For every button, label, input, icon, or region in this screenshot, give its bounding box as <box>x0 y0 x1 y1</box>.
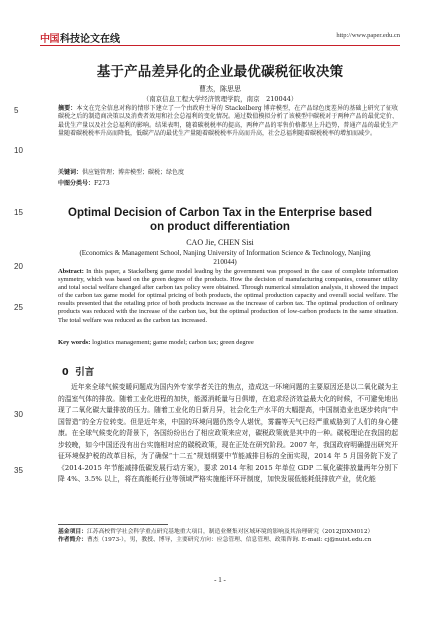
chinese-affiliation: （南京信息工程大学经济管理学院，南京 210044） <box>142 95 298 103</box>
fund-note <box>58 528 398 536</box>
logo-mark: 中国 <box>40 34 59 45</box>
page-number: - 1 - <box>214 576 226 584</box>
footnote <box>58 528 398 544</box>
chinese-authors: 曹杰，陈思思 <box>199 85 241 93</box>
page-header <box>40 30 400 46</box>
body-paragraph: 近年来全球气候变暖问题成为国内外专家学者关注的焦点，造成这一环境问题的主要原因还是以二氧化碳为主的温室气体的排放。随着工业化进程的加快，能源消耗量与日俱增，在追求经济效益最大化的时候，不可避免地出现了二氧化碳大量排放的压力。随着工业化的日新月异，社会化生产水平的大幅提高，中国制造业也逐步转向“中国智造”的全方位转变。但是近年来，中国的环境问题仍然令人堪忧，雾霾等天气已经严重威胁到了人们的身心健康。在全球气候变化的背景下，各国纷纷出台了相应政策来应对，碳税政策就是其中的一种。碳税理论在我国的起步较晚，如今中国还没有出台实施相对应的碳税政策，现在正处在研究阶段。2007 年，我国政府明确提出研究开征环境保护税的改革目标，为了确保“十二五”规划纲要中节能减排目标的全面实现，2014 年 5 月国务院下发了《2014-2015 年节能减排低碳发展行动方案》，要求 2014 年和 2015 年单位 GDP 二氧化碳排放量两年分别下降 4%、3.5% 以上，将在高能耗行业等领域严格实施能评环评制度，加快发展低能耗低排放产业，优化能 <box>58 383 398 483</box>
english-authors: CAO Jie, CHEN Sisi <box>186 238 254 247</box>
chinese-abstract <box>58 105 398 139</box>
english-keywords <box>58 339 398 346</box>
logo-text: 科技论文在线 <box>60 34 120 45</box>
chinese-keywords-label: 关键词： <box>58 169 83 176</box>
chinese-keywords-text: 供应链管理；博弈模型；碳税；绿色度 <box>82 169 185 176</box>
site-logo[interactable] <box>40 30 120 45</box>
english-abstract-text: In this paper, a Stackelberg game model leading by the government was proposed in the case of complete information symmetry, which was based on the green degree of the products. How the decision of manufacturing companies, consumer utility and total social welfare changed after carbon tax policy were obtained. Through numerical simulation analysis, it showed the impact of the carbon tax game model for optimal pricing of both products, the optimal production capacity and overall social welfare. The results presented that the retailing price of both products increase as the increase of carbon tax. The optimal production of ordinary products was reduced with the increase of the carbon tax, but the optimal production of low-carbon products in the same situation. The total welfare was reduced as the carbon tax increased. <box>58 268 398 324</box>
classification-label: 中图分类号： <box>58 180 95 187</box>
chinese-abstract-label: 摘要： <box>58 105 77 112</box>
english-keywords-label: Key words: <box>58 339 91 346</box>
classification-value: F273 <box>94 180 110 187</box>
english-abstract-label: Abstract: <box>58 268 84 275</box>
fund-label: 基金项目： <box>58 529 87 535</box>
author-note <box>58 536 398 544</box>
line-number: 5 <box>14 106 19 115</box>
english-abstract <box>58 268 398 325</box>
section-number: 0 <box>62 367 69 378</box>
author-label: 作者简介： <box>58 537 87 543</box>
header-divider <box>40 45 400 46</box>
fund-text: 江苏高校哲学社会科学重点研究基地重大项目，制造业聚集对区域环境的影响及其治理研究（2012JDXM012） <box>87 529 374 535</box>
chinese-title: 基于产品差异化的企业最优碳税征收决策 <box>96 64 344 80</box>
english-keywords-text: logistics management; game model; carbon tax; green degree <box>92 339 254 346</box>
line-number: 25 <box>14 303 23 312</box>
site-url[interactable]: http://www.paper.edu.cn <box>336 32 400 39</box>
english-affiliation: (Economics & Management School, Nanjing University of Information Science & Technology, Nanjing 210044) <box>79 249 371 266</box>
english-title: Optimal Decision of Carbon Tax in the Enterprise based on product differentiation <box>68 207 372 233</box>
line-number: 20 <box>14 262 23 271</box>
line-number: 10 <box>14 146 23 155</box>
line-number: 15 <box>14 208 23 217</box>
section-heading <box>62 364 94 378</box>
classification-number <box>58 178 398 187</box>
footnote-divider <box>58 524 168 525</box>
chinese-abstract-text: 本文在完全信息对称的情形下建立了一个由政府主导的 Stackelberg 博弈模型，在产品绿色度差异的基础上研究了征收碳税之后的制造商决策以及消费者效用和社会总福利的变化情况。通过数值模拟分析了该模型中碳税对于两种产品的最优定价、最优生产量以及社会总福利的影响。结果表明，随着碳税税率的提高，两种产品的零售价格都呈上升趋势，普通产品的最优生产量随着碳税税率升高而降低，低碳产品的最优生产量随着碳税税率升高而升高，社会总福利随着碳税税率的增加而减少。 <box>58 105 398 138</box>
line-number: 35 <box>14 466 23 475</box>
chinese-keywords <box>58 167 398 176</box>
section-title: 引言 <box>75 367 95 378</box>
author-text: 曹杰（1973-），男，教授、博导，主要研究方向：应急管理、信息管理、政策咨询. E-mail: cj@nuist.edu.cn <box>87 537 372 543</box>
line-number: 30 <box>14 410 23 419</box>
